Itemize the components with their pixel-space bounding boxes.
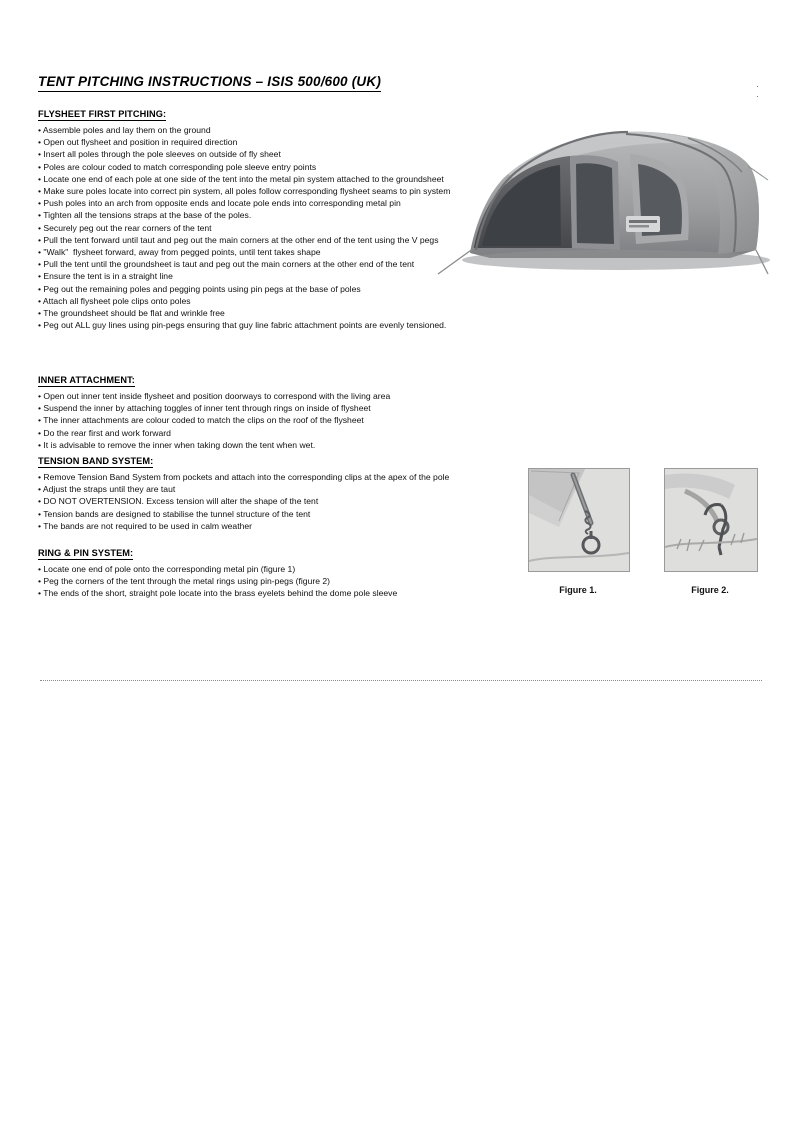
list-item: • Poles are colour coded to match corresponding pole sleeve entry points <box>38 161 528 173</box>
list-item: • "Walk" flysheet forward, away from pegged points, until tent takes shape <box>38 246 528 258</box>
list-item: • Assemble poles and lay them on the ground <box>38 124 528 136</box>
section-heading: FLYSHEET FIRST PITCHING: <box>38 109 167 119</box>
list-item: • Ensure the tent is in a straight line <box>38 270 528 282</box>
bullet-list <box>38 390 528 451</box>
section-ring-and-pin-system <box>38 543 528 600</box>
list-item: • Peg out the remaining poles and pegging points using pin pegs at the base of poles <box>38 283 528 295</box>
list-item: • Peg out ALL guy lines using pin-pegs ensuring that guy line fabric attachment points are evenly tensioned. <box>38 319 528 331</box>
list-item: • Open out flysheet and position in required direction <box>38 136 528 148</box>
bullet-list <box>38 471 528 532</box>
list-item: • It is advisable to remove the inner when taking down the tent when wet. <box>38 439 528 451</box>
list-item: • Make sure poles locate into correct pin system, all poles follow corresponding flysheet seams to pin system <box>38 185 528 197</box>
list-item: • Locate one end of pole onto the corresponding metal pin (figure 1) <box>38 563 528 575</box>
page-divider <box>40 680 762 681</box>
section-heading: RING & PIN SYSTEM: <box>38 548 134 558</box>
section-inner-attachment <box>38 370 528 451</box>
list-item: • Adjust the straps until they are taut <box>38 483 528 495</box>
list-item: • Tension bands are designed to stabilise the tunnel structure of the tent <box>38 508 528 520</box>
figure-2-image <box>664 468 758 572</box>
registration-mark <box>757 86 758 87</box>
section-tension-band-system <box>38 451 528 532</box>
section-heading: TENSION BAND SYSTEM: <box>38 456 154 466</box>
list-item: • The inner attachments are colour coded to match the clips on the roof of the flysheet <box>38 414 528 426</box>
list-item: • The bands are not required to be used in calm weather <box>38 520 528 532</box>
list-item: • The groundsheet should be flat and wrinkle free <box>38 307 528 319</box>
list-item: • Push poles into an arch from opposite ends and locate pole ends into corresponding metal pin <box>38 197 528 209</box>
section-heading: INNER ATTACHMENT: <box>38 375 135 385</box>
page-title: TENT PITCHING INSTRUCTIONS – ISIS 500/600 (UK) <box>38 74 381 92</box>
list-item: • Attach all flysheet pole clips onto poles <box>38 295 528 307</box>
list-item: • Peg the corners of the tent through the metal rings using pin-pegs (figure 2) <box>38 575 528 587</box>
figure-1-image <box>528 468 630 572</box>
list-item: • Pull the tent forward until taut and peg out the main corners at the other end of the tent using the V pegs <box>38 234 528 246</box>
list-item: • DO NOT OVERTENSION. Excess tension will alter the shape of the tent <box>38 495 528 507</box>
list-item: • Suspend the inner by attaching toggles of inner tent through rings on inside of flysheet <box>38 402 528 414</box>
figure-1-caption: Figure 1. <box>559 585 597 595</box>
bullet-list <box>38 563 528 600</box>
list-item: • Securely peg out the rear corners of the tent <box>38 222 528 234</box>
tent-illustration <box>430 88 770 288</box>
list-item: • Insert all poles through the pole sleeves on outside of fly sheet <box>38 148 528 160</box>
registration-mark <box>757 96 758 97</box>
list-item: • Tighten all the tensions straps at the base of the poles. <box>38 209 528 221</box>
list-item: • Open out inner tent inside flysheet and position doorways to correspond with the living area <box>38 390 528 402</box>
list-item: • Locate one end of each pole at one side of the tent into the metal pin system attached to the groundsheet <box>38 173 528 185</box>
list-item: • The ends of the short, straight pole locate into the brass eyelets behind the dome pole sleeve <box>38 587 528 599</box>
list-item: • Remove Tension Band System from pockets and attach into the corresponding clips at the apex of the pole <box>38 471 528 483</box>
figure-2-caption: Figure 2. <box>691 585 729 595</box>
list-item: • Do the rear first and work forward <box>38 427 528 439</box>
list-item: • Pull the tent until the groundsheet is taut and peg out the main corners at the other end of the tent <box>38 258 528 270</box>
